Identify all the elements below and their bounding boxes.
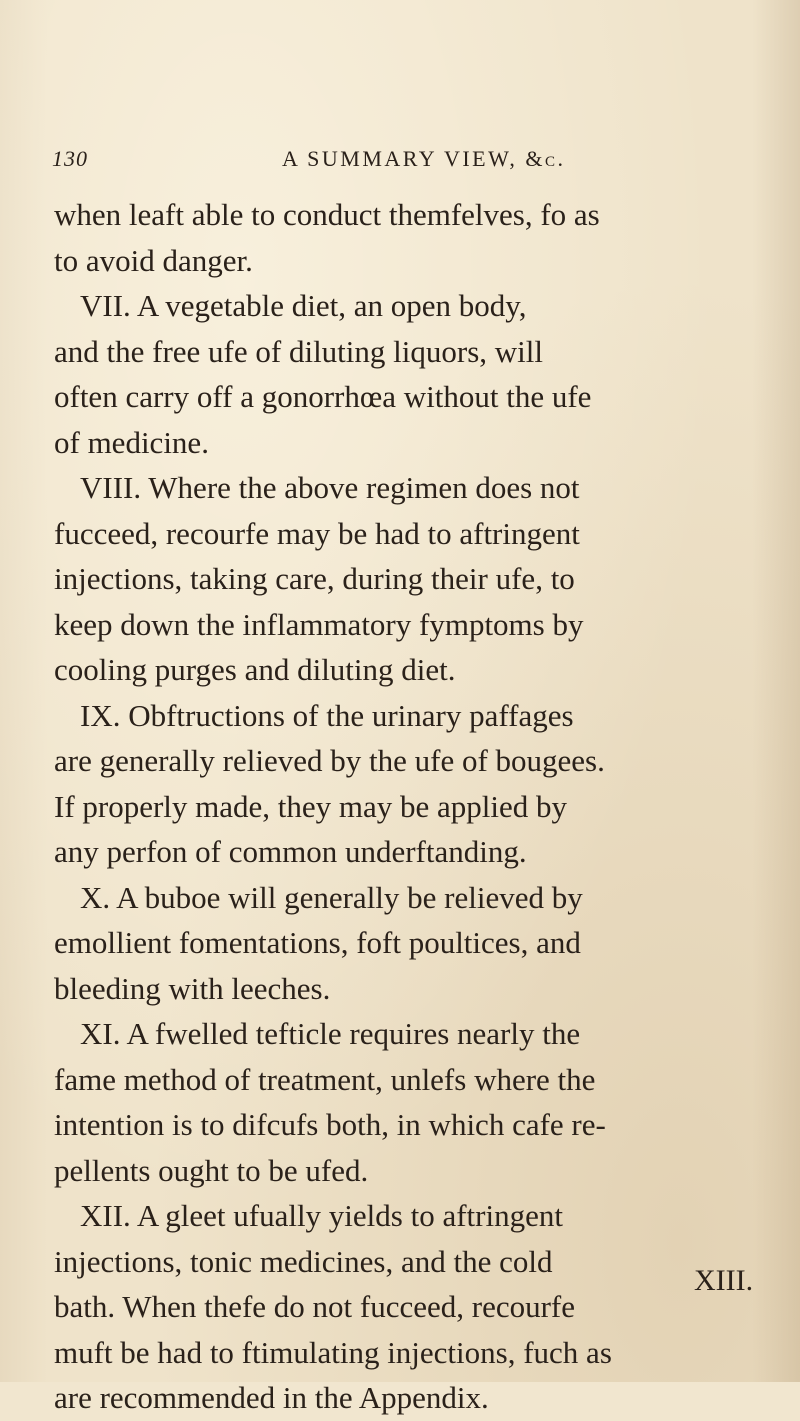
text-line: XII. A gleet ufually yields to aftringent (80, 1198, 563, 1233)
text-line: muft be had to ftimulating injections, fuch as (54, 1334, 612, 1370)
text-line: when leaft able to conduct themfelves, fo as (54, 197, 600, 232)
text-line: IX. Obftructions of the urinary paffages (80, 697, 574, 733)
text-line: XI. A fwelled tefticle requires nearly the (80, 1016, 581, 1051)
text-line: and the free ufe of diluting liquors, will (54, 333, 543, 369)
page-number: 130 (52, 146, 88, 171)
text-line: fucceed, recourfe may be had to aftringent (54, 515, 580, 551)
text-line: If properly made, they may be applied by (54, 788, 568, 824)
text-line: bath. When thefe do not fucceed, recourfe (54, 1289, 576, 1324)
catchword: XIII. (694, 1264, 754, 1297)
text-line: often carry off a gonorrhœa without the ufe (54, 379, 592, 414)
running-head: A SUMMARY VIEW, &c. (282, 146, 566, 171)
text-line: bleeding with leeches. (54, 970, 331, 1006)
page-header (52, 146, 712, 176)
text-line: X. A buboe will generally be relieved by (80, 879, 583, 915)
body-text (54, 192, 754, 1421)
text-line: are recommended in the Appendix. (54, 1380, 489, 1415)
text-line: injections, taking care, during their ufe, to (54, 561, 575, 596)
text-line: injections, tonic medicines, and the cold (54, 1243, 553, 1279)
text-line: any perfon of common underftanding. (54, 834, 527, 869)
text-line: fame method of treatment, unlefs where the (54, 1061, 596, 1097)
text-line: emollient fomentations, foft poultices, and (54, 925, 581, 960)
text-line: cooling purges and diluting diet. (54, 652, 456, 687)
text-line: keep down the inflammatory fymptoms by (54, 606, 584, 642)
text-line: of medicine. (54, 424, 209, 460)
text-line: VII. A vegetable diet, an open body, (80, 288, 527, 323)
text-line: VIII. Where the above regimen does not (80, 470, 580, 505)
text-line: intention is to difcufs both, in which cafe re- (54, 1107, 606, 1142)
text-line: are generally relieved by the ufe of bougees. (54, 743, 605, 778)
text-line: to avoid danger. (54, 242, 253, 278)
text-line: pellents ought to be ufed. (54, 1152, 369, 1188)
